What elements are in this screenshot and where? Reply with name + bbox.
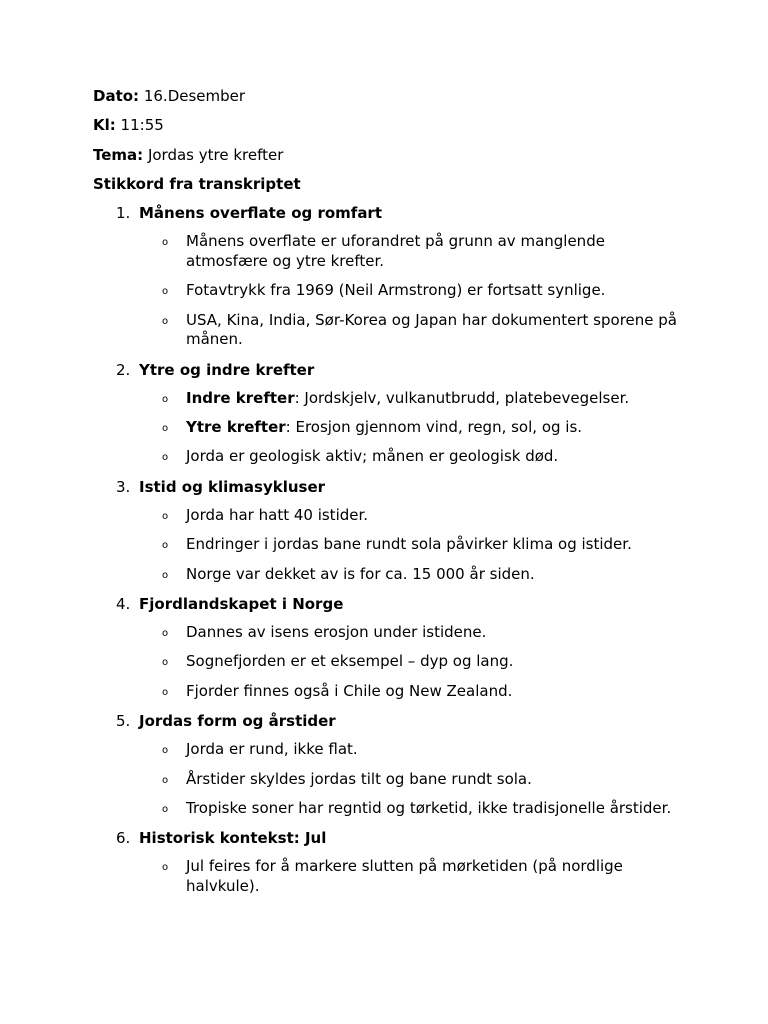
hollow-circle-bullet-icon: o (162, 510, 169, 522)
hollow-circle-bullet-icon: o (162, 315, 169, 327)
time-value: 11:55 (120, 116, 164, 135)
hollow-circle-bullet-icon: o (162, 774, 169, 786)
bullet-text: Jorda har hatt 40 istider. (186, 505, 369, 524)
list-item (93, 389, 683, 418)
section-item (93, 360, 683, 477)
list-item (93, 623, 683, 652)
list-item (93, 652, 683, 681)
topic-line (93, 145, 683, 174)
hollow-circle-bullet-icon: o (162, 862, 169, 874)
bullet-text: Månens overflate er uforandret på grunn av manglende atmosfære og ytre krefter. (186, 232, 605, 271)
bullet-text: Fjorder finnes også i Chile og New Zealand. (186, 681, 513, 700)
bullet-text: Endringer i jordas bane rundt sola påvirker klima og istider. (186, 535, 632, 554)
bullet-list (93, 740, 683, 828)
bullet-text: Jorda er geologisk aktiv; månen er geologisk død. (186, 447, 559, 466)
hollow-circle-bullet-icon: o (162, 657, 169, 669)
section-title-text: Historisk kontekst: Jul (139, 829, 327, 848)
section-title-text: Ytre og indre krefter (139, 360, 315, 379)
time-label: Kl: (93, 116, 116, 135)
list-item (93, 770, 683, 799)
bullet-text: Tropiske soner har regntid og tørketid, ikke tradisjonelle årstider. (186, 798, 672, 817)
topic-value: Jordas ytre krefter (147, 145, 284, 164)
list-item (93, 311, 683, 360)
hollow-circle-bullet-icon: o (162, 540, 169, 552)
section-title (93, 360, 683, 389)
section-item (93, 477, 683, 594)
bullet-text: : Jordskjelv, vulkanutbrudd, platebevegelser. (294, 388, 630, 407)
list-item (93, 682, 683, 711)
list-item (93, 447, 683, 476)
bullet-text: Norge var dekket av is for ca. 15 000 år siden. (186, 564, 535, 583)
section-item (93, 828, 683, 906)
bullet-text: Årstider skyldes jordas tilt og bane rundt sola. (186, 769, 532, 788)
hollow-circle-bullet-icon: o (162, 628, 169, 640)
list-item (93, 281, 683, 310)
time-line (93, 115, 683, 144)
bullet-text: Fotavtrykk fra 1969 (Neil Armstrong) er fortsatt synlige. (186, 281, 606, 300)
topic-label: Tema: (93, 145, 144, 164)
sections-list (93, 203, 683, 906)
keywords-heading: Stikkord fra transkriptet (93, 174, 301, 193)
bullet-list (93, 506, 683, 594)
section-title (93, 828, 683, 857)
section-title (93, 594, 683, 623)
bullet-list (93, 857, 683, 906)
section-title (93, 711, 683, 740)
bullet-bold-term: Ytre krefter (186, 418, 286, 437)
bullet-text: Sognefjorden er et eksempel – dyp og lang. (186, 652, 514, 671)
hollow-circle-bullet-icon: o (162, 286, 169, 298)
bullet-bold-term: Indre krefter (186, 388, 295, 407)
bullet-text: Jorda er rund, ikke flat. (186, 740, 358, 759)
hollow-circle-bullet-icon: o (162, 803, 169, 815)
section-title (93, 477, 683, 506)
section-item (93, 594, 683, 711)
bullet-text: Dannes av isens erosjon under istidene. (186, 623, 487, 642)
bullet-list (93, 232, 683, 359)
hollow-circle-bullet-icon: o (162, 423, 169, 435)
section-item (93, 711, 683, 828)
section-title (93, 203, 683, 232)
section-number: 1. (116, 204, 131, 223)
section-number: 2. (116, 360, 131, 379)
section-number: 3. (116, 477, 131, 496)
section-title-text: Jordas form og årstider (139, 711, 336, 730)
hollow-circle-bullet-icon: o (162, 393, 169, 405)
section-number: 5. (116, 711, 131, 730)
bullet-list (93, 389, 683, 477)
date-label: Dato: (93, 87, 140, 105)
bullet-list (93, 623, 683, 711)
list-item (93, 857, 683, 906)
list-item (93, 799, 683, 828)
bullet-text: USA, Kina, India, Sør-Korea og Japan har dokumentert sporene på månen. (186, 310, 677, 349)
hollow-circle-bullet-icon: o (162, 686, 169, 698)
hollow-circle-bullet-icon: o (162, 569, 169, 581)
bullet-text: : Erosjon gjennom vind, regn, sol, og is. (285, 418, 583, 437)
hollow-circle-bullet-icon: o (162, 237, 169, 249)
section-title-text: Månens overflate og romfart (139, 204, 383, 223)
list-item (93, 565, 683, 594)
list-item (93, 535, 683, 564)
list-item (93, 418, 683, 447)
list-item (93, 740, 683, 769)
date-value: 16.Desember (143, 87, 246, 105)
section-title-text: Istid og klimasykluser (139, 477, 326, 496)
section-item (93, 203, 683, 359)
list-item (93, 506, 683, 535)
hollow-circle-bullet-icon: o (162, 452, 169, 464)
date-line (93, 86, 683, 115)
section-number: 4. (116, 594, 131, 613)
document-page (93, 86, 683, 906)
hollow-circle-bullet-icon: o (162, 745, 169, 757)
section-number: 6. (116, 829, 131, 848)
section-title-text: Fjordlandskapet i Norge (139, 594, 344, 613)
list-item (93, 232, 683, 281)
bullet-text: Jul feires for å markere slutten på mørketiden (på nordlige halvkule). (186, 857, 623, 895)
